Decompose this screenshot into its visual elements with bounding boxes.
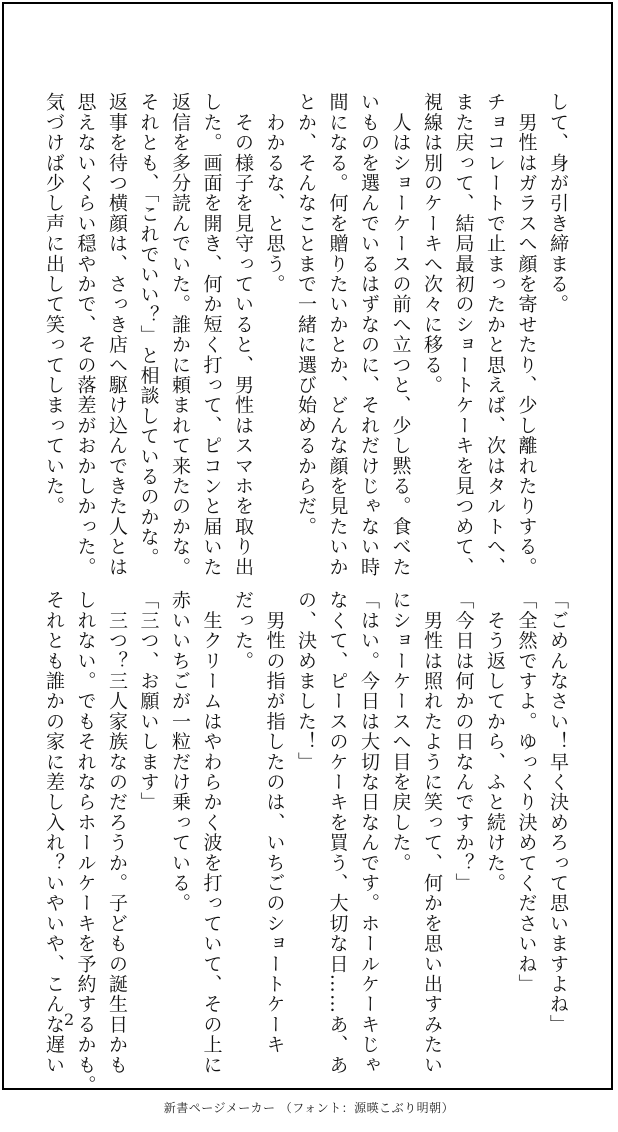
text-line: また戻って、結局最初のショートケーキを見つめて、 <box>452 92 475 577</box>
footer-credit: 新書ページメーカー （フォント：源暎こぶり明朝） <box>163 1101 455 1115</box>
text-line: それとも誰かの家に差し入れ？いやいや、こんな遅い <box>43 590 65 1075</box>
text-line: 赤いいちごが一粒だけ乗っている。 <box>169 590 191 914</box>
text-line: 返事を待つ横顔は、さっき店へ駆け込んできた人とは <box>106 92 128 577</box>
text-line: 生クリームはやわらかく波を打っていて、その上に <box>200 590 223 1075</box>
text-line: そう返してから、ふと続けた。 <box>484 590 506 893</box>
text-line: 「三つ、お願いします」 <box>137 590 160 813</box>
text-line: にショーケースへ目を戻した。 <box>389 590 412 873</box>
text-line: 思えないくらい穏やかで、その落差がおかしかった。 <box>74 92 97 577</box>
text-line: 男性はガラスへ顔を寄せたり、少し離れたりする。 <box>515 92 538 577</box>
text-line: して、身が引き締まる。 <box>547 92 569 315</box>
lower-text-block <box>38 590 574 1095</box>
text-line: とか、そんなことまで一緒に選び始めるからだ。 <box>295 92 317 537</box>
text-line: 間になる。何を贈りたいかとか、どんな顔を見たいか <box>326 92 349 577</box>
text-line: 男性の指が指したのは、いちごのショートケーキ <box>263 590 286 1055</box>
text-line: 人はショーケースの前へ立つと、少し黙る。食べた <box>389 92 412 577</box>
text-line: それとも、「これでいい？」と相談しているのかな。 <box>137 92 160 568</box>
text-line: の、決めました！」 <box>295 590 317 772</box>
text-line: なくて、ピースのケーキを買う、大切な日……あ、あ <box>326 590 349 1075</box>
text-line: 「ごめんなさい！早く決めろって思いますよね」 <box>547 590 569 1035</box>
text-line: 男性は照れたように笑って、何かを思い出すみたい <box>421 590 443 1075</box>
text-line: だった。 <box>232 590 254 671</box>
text-line: しれない。でもそれならホールケーキを予約するかも。 <box>74 590 97 1095</box>
text-line: 「はい。今日は大切な日なんです。ホールケーキじゃ <box>358 590 380 1075</box>
text-line: チョコレートで止まったかと思えば、次はタルトへ、 <box>484 92 506 577</box>
text-line: 「今日は何かの日なんですか？」 <box>452 590 475 893</box>
text-line: いものを選んでいるはずなのに、それだけじゃない時 <box>358 92 380 577</box>
text-line: 返信を多分読んでいた。誰かに頼まれて来たのかな。 <box>169 92 191 577</box>
text-line: 気づけば少し声に出して笑ってしまっていた。 <box>43 92 65 517</box>
text-line: 「全然ですよ。ゆっくり決めてくださいね」 <box>515 590 538 994</box>
book-page <box>2 2 613 1095</box>
upper-text-block <box>38 92 574 577</box>
text-line: した。画面を開き、何か短く打って、ピコンと届いた <box>200 92 223 577</box>
page-number: 2 <box>64 1010 75 1029</box>
text-line: 視線は別のケーキへ次々に移る。 <box>421 92 443 395</box>
text-line: その様子を見守っていると、男性はスマホを取り出 <box>232 92 254 577</box>
text-line: 三つ？三人家族なのだろうか。子どもの誕生日かも <box>106 590 128 1075</box>
text-line: わかるな、と思う。 <box>263 92 286 294</box>
